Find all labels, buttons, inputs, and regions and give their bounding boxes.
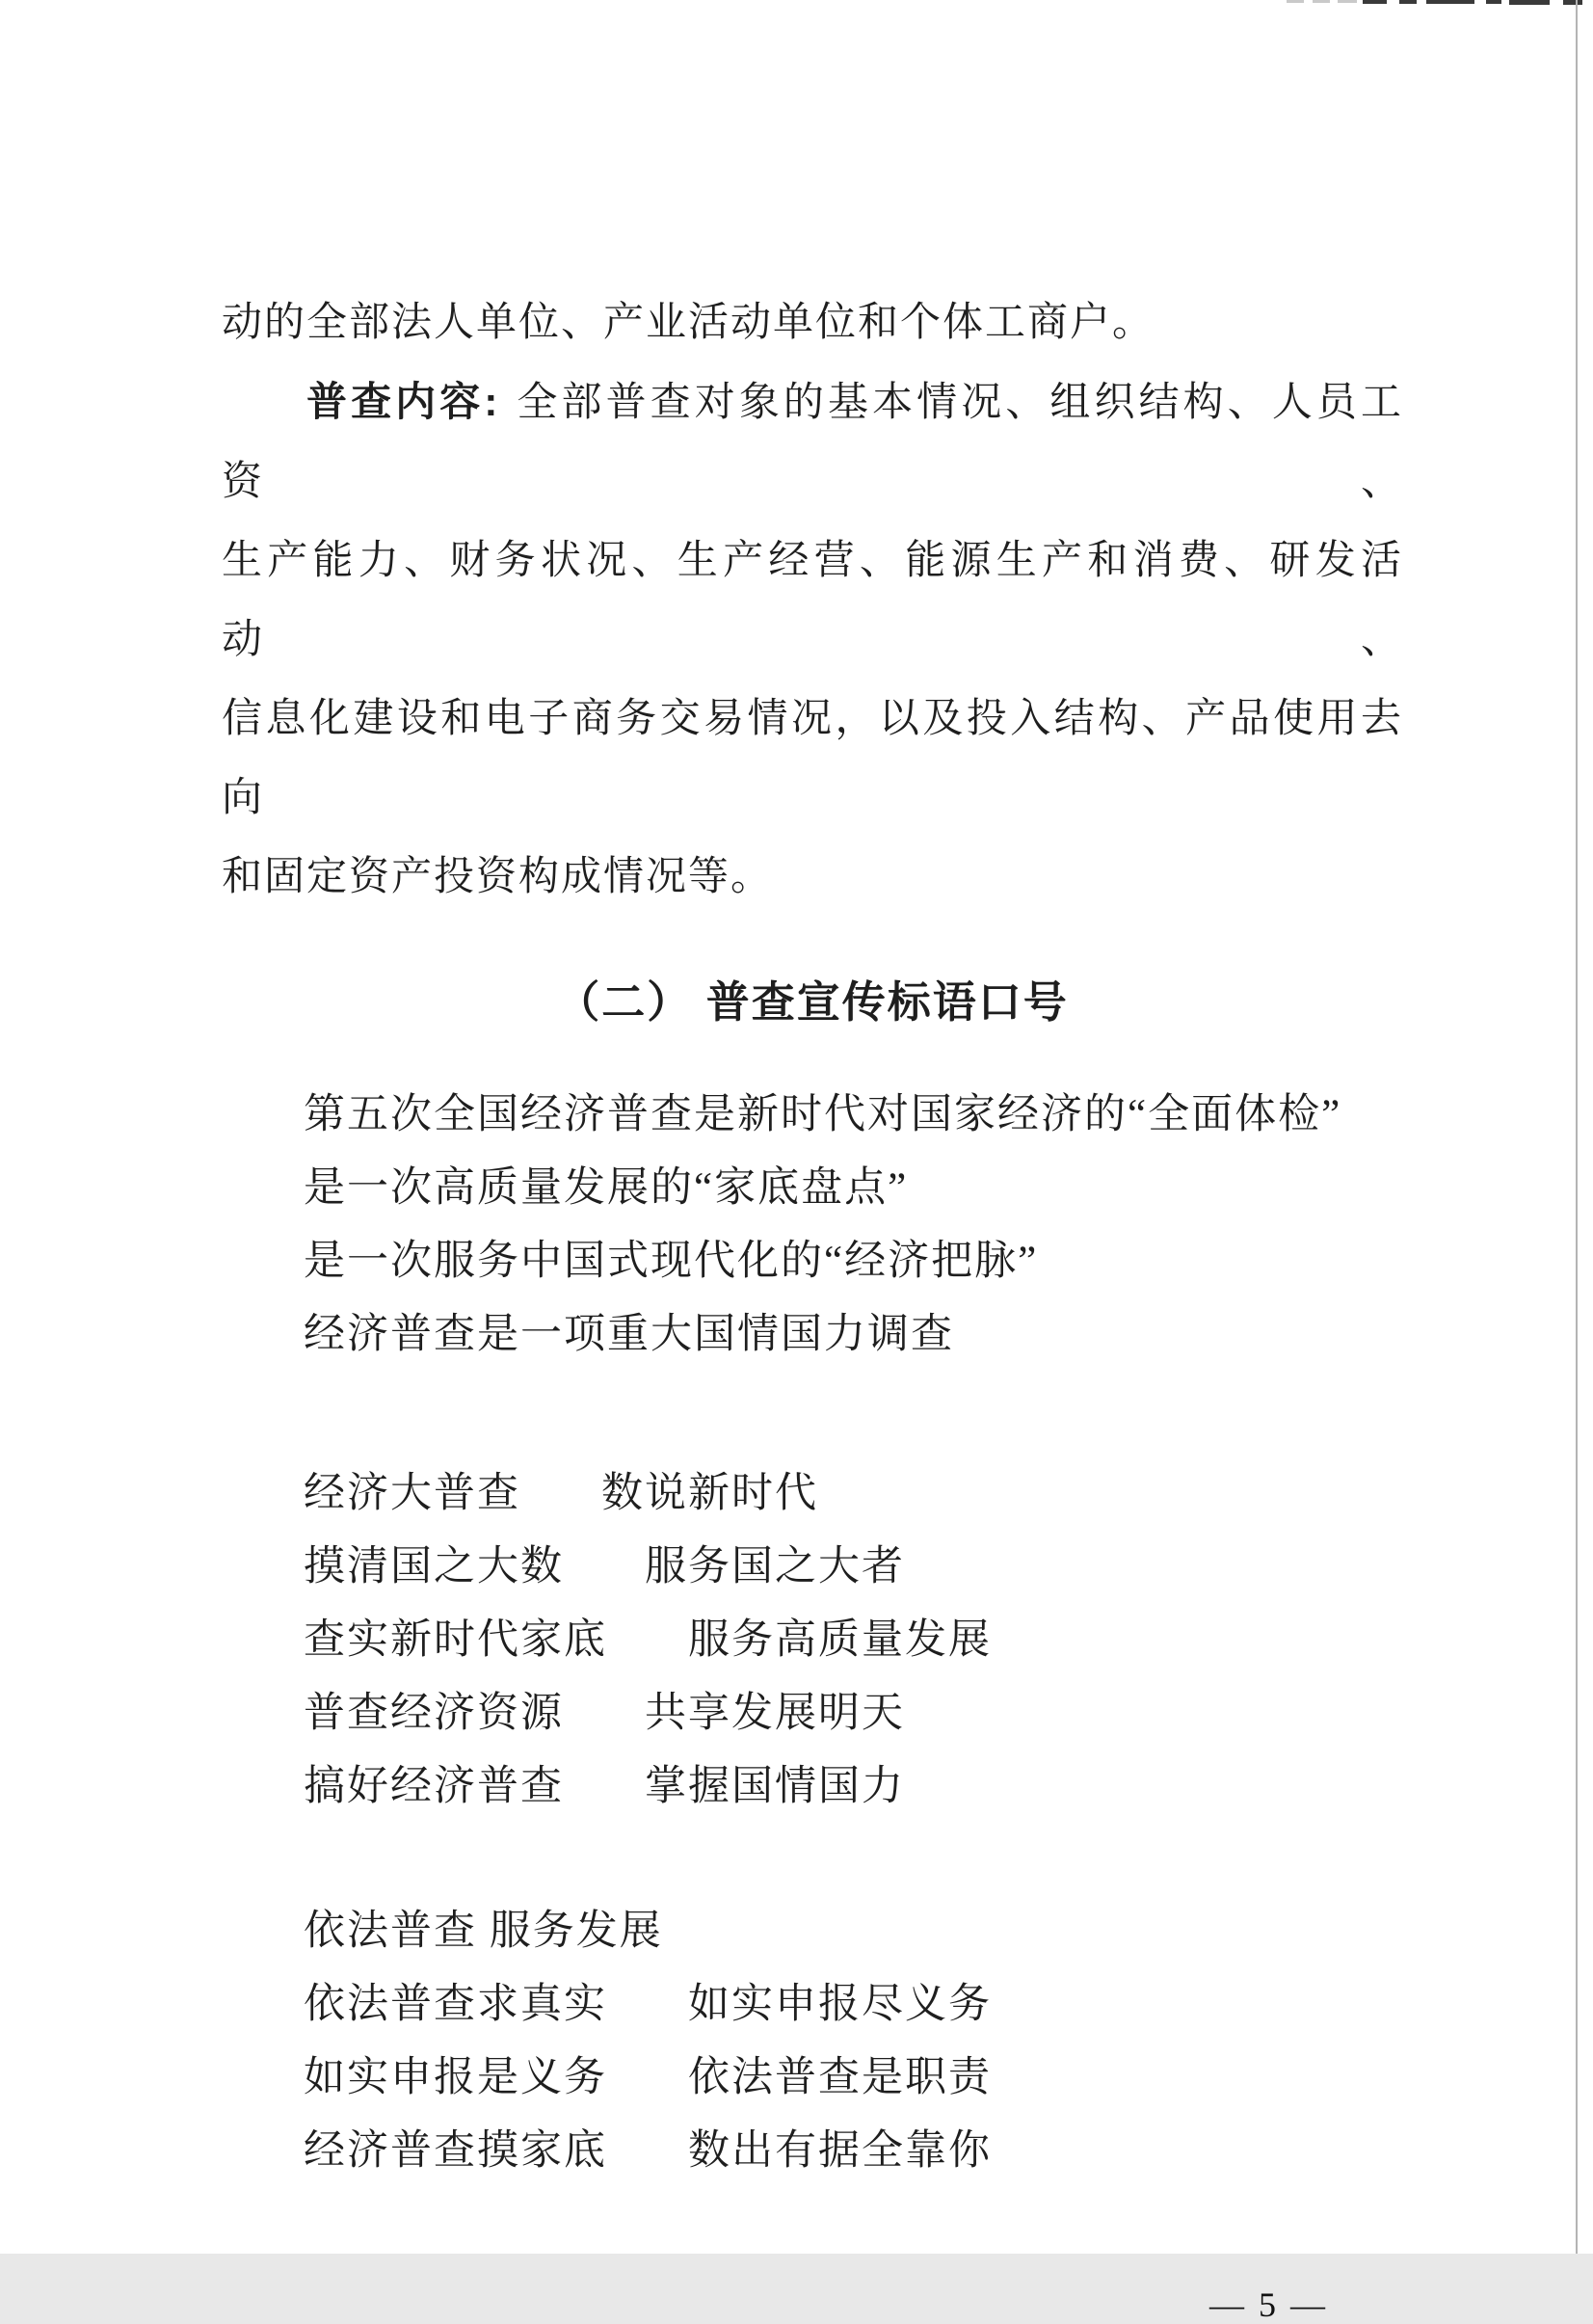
slogan-right: 如实申报尽义务	[688, 1982, 992, 2027]
intro-line-2: 是一次高质量发展的“家底盘点”	[304, 1165, 909, 1211]
slogan-right: 服务国之大者	[645, 1544, 905, 1589]
slogan-left: 经济普查摸家底	[304, 2128, 607, 2174]
slogan-group-1	[304, 1457, 1403, 1824]
slogan-pair	[304, 1968, 1403, 2042]
census-content-text: 全部普查对象的基本情况、组织结构、人员工资、	[222, 381, 1403, 504]
intro-lines	[304, 1079, 1403, 1372]
slogan-left: 摸清国之大数	[304, 1544, 564, 1589]
slogan-pair	[304, 1604, 1403, 1677]
census-content-line-1	[222, 362, 1403, 521]
intro-line-4: 经济普查是一项重大国情国力调查	[304, 1312, 954, 1357]
slogan-pair	[304, 1677, 1403, 1750]
scan-artifact-dash	[1338, 0, 1357, 3]
scan-artifact-dash	[1313, 0, 1330, 3]
slogan-left: 普查经济资源	[304, 1691, 564, 1736]
intro-line-1: 第五次全国经济普查是新时代对国家经济的“全面体检”	[304, 1092, 1342, 1137]
slogan-left: 经济大普查	[304, 1471, 520, 1516]
slogan-left: 依法普查求真实	[304, 1982, 607, 2027]
slogan-pair	[304, 1531, 1403, 1604]
census-content-line-4: 和固定资产投资构成情况等。	[222, 855, 774, 899]
slogan-right: 数出有据全靠你	[688, 2128, 992, 2174]
slogan-right: 共享发展明天	[645, 1691, 905, 1736]
slogan-left: 如实申报是义务	[304, 2055, 607, 2100]
scan-artifact-dash	[1399, 0, 1417, 4]
scan-artifact-dash	[1363, 0, 1387, 4]
census-content-label: 普查内容:	[306, 379, 500, 424]
slogan-left: 搞好经济普查	[304, 1764, 564, 1809]
paragraph-continuation: 动的全部法人单位、产业活动单位和个体工商户。	[222, 301, 1155, 345]
section-heading: （二） 普查宣传标语口号	[556, 977, 1069, 1027]
scan-artifact-dash	[1563, 0, 1582, 5]
slogan-pair	[304, 1457, 1403, 1531]
document-content	[222, 283, 1403, 2324]
slogan-right: 依法普查是职责	[688, 2055, 992, 2100]
scan-artifact-dash	[1426, 0, 1474, 4]
page-number: — 5 —	[1209, 2285, 1328, 2324]
slogan-pair	[304, 1750, 1403, 1824]
slogan-pair	[304, 2042, 1403, 2115]
scan-artifact-dash	[1509, 0, 1550, 5]
slogan-right: 数说新时代	[601, 1471, 818, 1516]
census-content-line-3: 信息化建设和电子商务交易情况，以及投入结构、产品使用去向	[222, 697, 1403, 820]
slogan-group-2-title: 依法普查 服务发展	[304, 1909, 663, 1954]
intro-line-3: 是一次服务中国式现代化的“经济把脉”	[304, 1239, 1039, 1284]
slogan-right: 服务高质量发展	[688, 1617, 992, 1663]
scan-artifact-dash	[1486, 0, 1501, 4]
scan-edge-line	[1576, 0, 1578, 2254]
slogan-group-2	[304, 1895, 1403, 2188]
census-content-line-2: 生产能力、财务状况、生产经营、能源生产和消费、研发活动、	[222, 539, 1403, 662]
slogan-pair	[304, 2115, 1403, 2188]
slogan-left: 查实新时代家底	[304, 1617, 607, 1663]
slogan-right: 掌握国情国力	[645, 1764, 905, 1809]
scan-artifact-dash	[1287, 0, 1304, 3]
